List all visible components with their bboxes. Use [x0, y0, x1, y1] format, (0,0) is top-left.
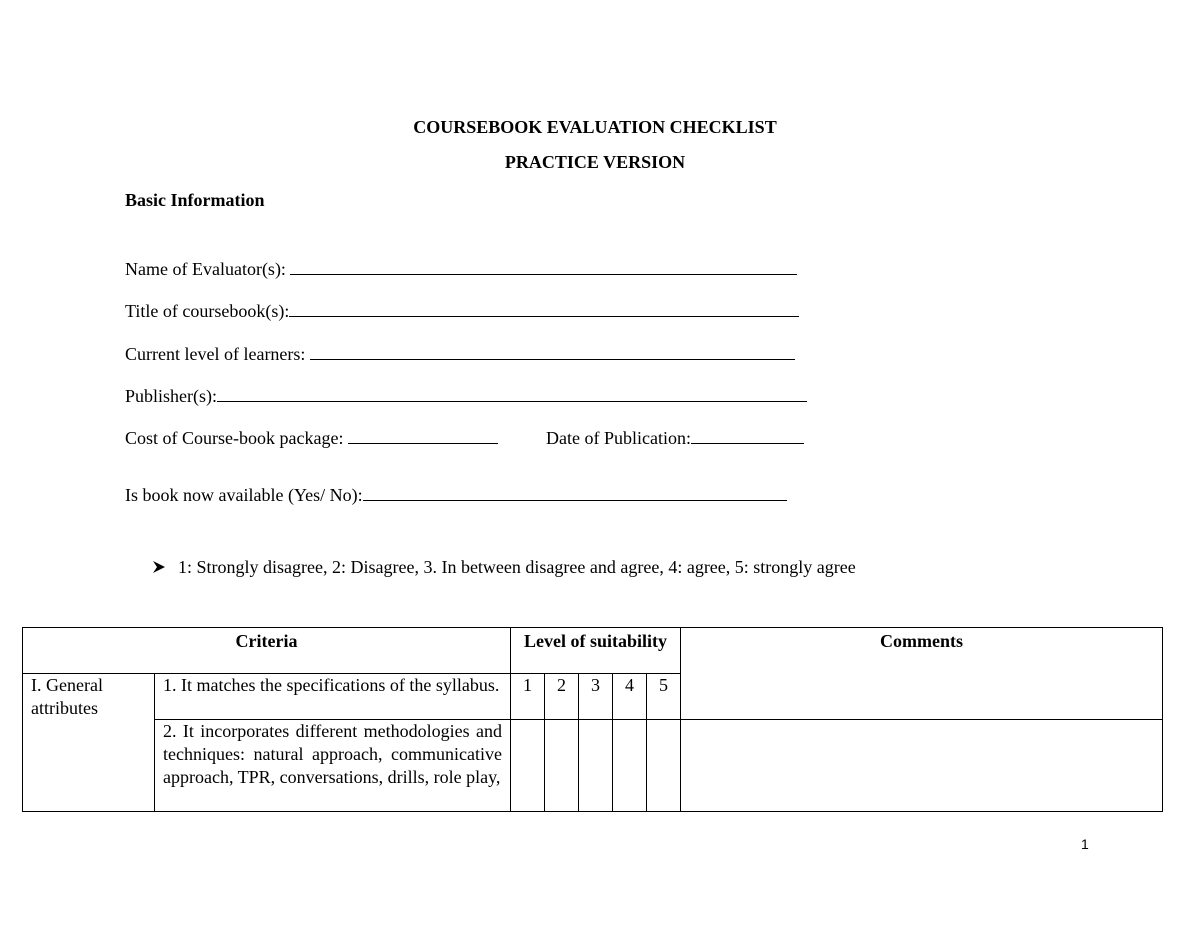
document-title: COURSEBOOK EVALUATION CHECKLIST [413, 117, 777, 137]
scale-number-4: 4 [613, 674, 647, 720]
publication-date-blank-line[interactable] [691, 427, 804, 444]
publication-date-label: Date of Publication: [546, 428, 691, 448]
criterion-2-cell [155, 720, 511, 812]
rating-cell-3[interactable] [579, 720, 613, 812]
cost-label: Cost of Course-book package: [125, 428, 344, 448]
availability-field[interactable] [125, 484, 787, 506]
rating-cell-1[interactable] [511, 720, 545, 812]
rating-cell-4[interactable] [613, 720, 647, 812]
criterion-1: 1. It matches the specifications of the syllabus. [155, 674, 511, 720]
document-subtitle: PRACTICE VERSION [504, 152, 686, 172]
rating-scale-legend [152, 557, 856, 578]
criterion-2: 2. It incorporates different methodologies and techniques: natural approach, communicative approach, TPR, conversations, drills, role play, [163, 721, 502, 787]
evaluator-field[interactable] [125, 258, 797, 280]
page-number: 1 [1081, 836, 1089, 852]
coursebook-title-field[interactable] [125, 300, 799, 322]
comment-cell[interactable] [681, 720, 1163, 812]
rating-cell-5[interactable] [647, 720, 681, 812]
scale-number-1: 1 [511, 674, 545, 720]
publisher-blank-line[interactable] [217, 385, 807, 402]
coursebook-title-blank-line[interactable] [289, 300, 799, 317]
scale-number-2: 2 [545, 674, 579, 720]
section-heading: Basic Information [125, 190, 265, 210]
availability-label: Is book now available (Yes/ No): [125, 485, 363, 505]
rating-cell-2[interactable] [545, 720, 579, 812]
evaluator-label: Name of Evaluator(s): [125, 259, 286, 279]
comments-header: Comments [681, 628, 1163, 720]
evaluator-blank-line[interactable] [290, 258, 797, 275]
rating-scale-text: 1: Strongly disagree, 2: Disagree, 3. In between disagree and agree, 4: agree, 5: strongly agree [178, 557, 856, 577]
publisher-field[interactable] [125, 385, 807, 407]
scale-number-5: 5 [647, 674, 681, 720]
category-cell: I. General attributes [23, 674, 155, 812]
publisher-label: Publisher(s): [125, 386, 217, 406]
evaluation-table [22, 627, 1163, 812]
coursebook-title-label: Title of coursebook(s): [125, 301, 290, 321]
learner-level-label: Current level of learners: [125, 344, 306, 364]
learner-level-field[interactable] [125, 343, 795, 365]
availability-blank-line[interactable] [363, 484, 787, 501]
learner-level-blank-line[interactable] [310, 343, 795, 360]
criteria-header: Criteria [23, 628, 511, 674]
cost-blank-line[interactable] [348, 427, 498, 444]
arrow-bullet-icon [152, 557, 178, 578]
cost-field[interactable] [125, 427, 498, 449]
scale-number-3: 3 [579, 674, 613, 720]
level-of-suitability-header: Level of suitability [511, 628, 681, 674]
publication-date-field[interactable] [546, 427, 804, 449]
